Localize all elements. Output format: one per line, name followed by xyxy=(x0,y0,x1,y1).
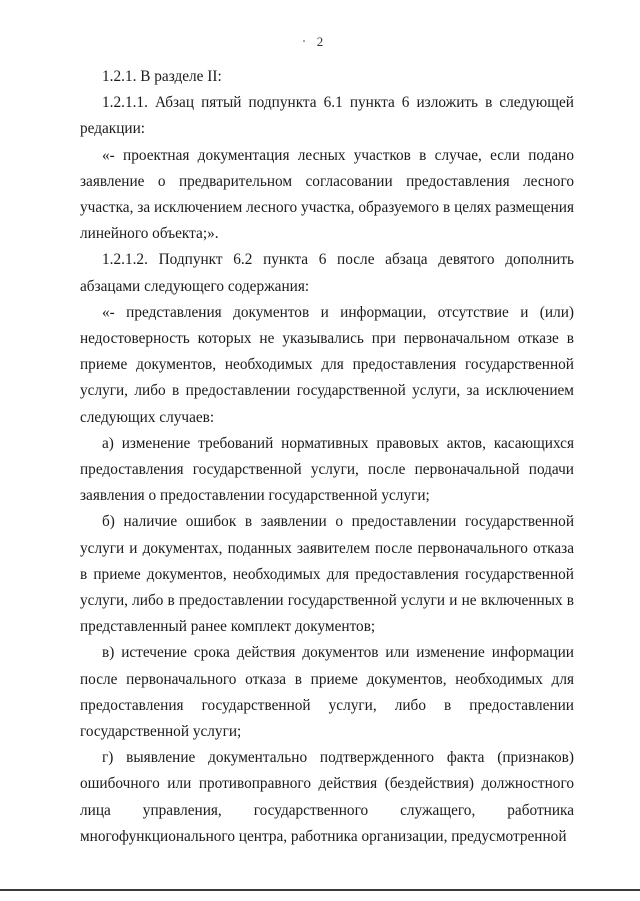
list-item-g: г) выявление документально подтвержденного факта (признаков) ошибочного или противоправного действия (бездействия) должностного лица управления, государственного служащего, работника многофункционального центра, работника организации, предусмотренной xyxy=(80,749,574,845)
list-item-v: в) истечение срока действия документов или изменение информации после первоначального отказа в приеме документов, необходимых для предоставления государственной услуги, либо в предоставлении государственной услуги; xyxy=(80,644,574,741)
paragraph-1-2-1-2: 1.2.1.2. Подпункт 6.2 пункта 6 после абзаца девятого дополнить абзацами следующего содержания: xyxy=(80,251,574,295)
list-item-a: а) изменение требований нормативных правовых актов, касающихся предоставления государственной услуги, после первоначальной подачи заявления о предоставлении государственной услуги; xyxy=(80,434,574,505)
section-heading: 1.2.1. В разделе II: xyxy=(102,68,222,85)
quoted-paragraph-intro: «- представления документов и информации, отсутствие и (или) недостоверность которых не указывались при первоначальном отказе в приеме документов, необходимых для предоставления государственной услуги, либо в предоставлении государственной услуги, за исключением следующих случаев: xyxy=(80,303,574,426)
paragraph-1-2-1-1: 1.2.1.1. Абзац пятый подпункта 6.1 пункта 6 изложить в следующей редакции: xyxy=(80,94,574,138)
quoted-paragraph: «- проектная документация лесных участков в случае, если подано заявление о предварительном согласовании предоставления лесного участка, за исключением лесного участка, образуемого в целях размещения линейного объекта;». xyxy=(80,146,574,243)
page-number: 2 xyxy=(316,34,324,49)
scan-edge-line xyxy=(0,889,640,891)
document-body xyxy=(80,64,574,850)
list-item-b: б) наличие ошибок в заявлении о предоставлении государственной услуги и документах, поданных заявителем после первоначального отказа в приеме документов, необходимых для предоставления государственной услуги, либо в предоставлении государственной услуги и не включенных в представленный ранее комплект документов; xyxy=(80,513,574,636)
